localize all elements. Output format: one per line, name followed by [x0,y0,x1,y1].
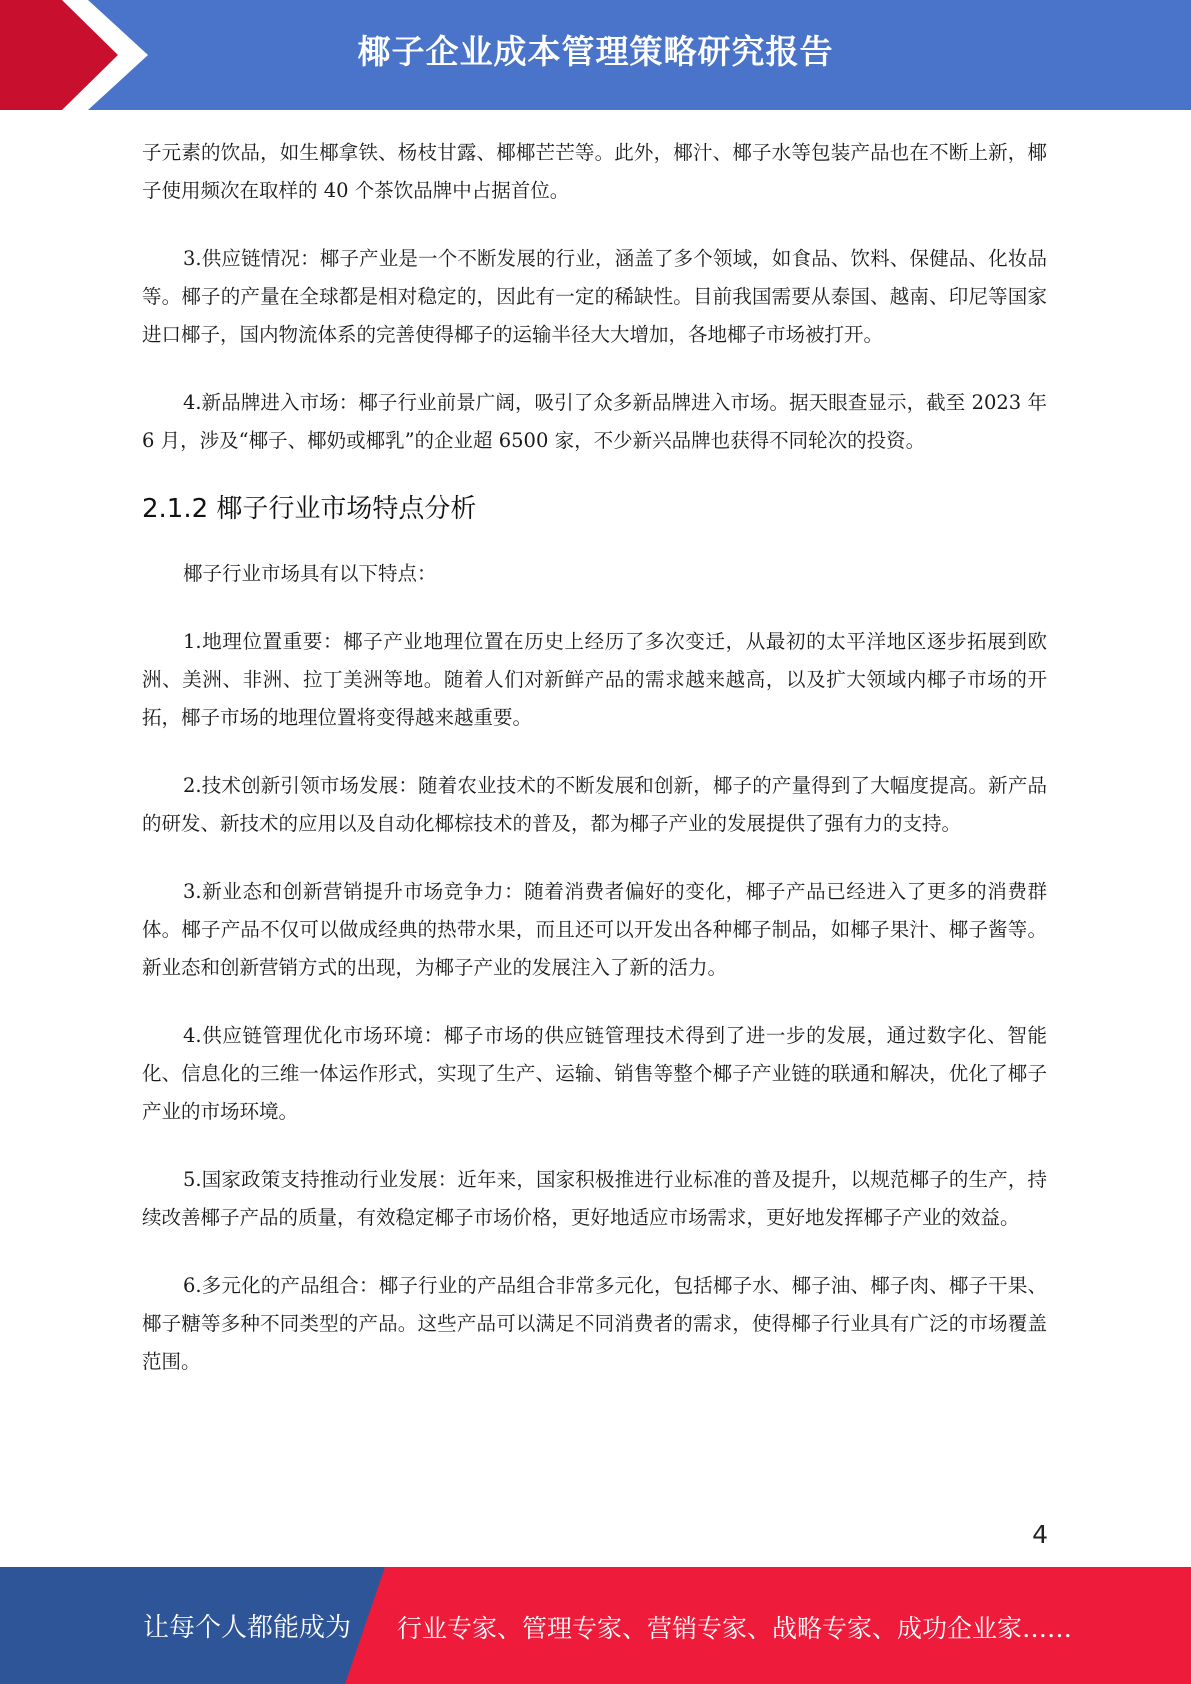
document-title: 椰子企业成本管理策略研究报告 [357,32,834,71]
paragraph-feature-4: 4.供应链管理优化市场环境：椰子市场的供应链管理技术得到了进一步的发展，通过数字化、智能化、信息化的三维一体运作形式，实现了生产、运输、销售等整个椰子产业链的联通和解决，优化了椰子产业的市场环境。 [142,1024,1047,1123]
footer-slogan-right: 行业专家、管理专家、营销专家、战略专家、成功企业家…… [397,1614,1073,1643]
footer-banner [0,1567,1191,1684]
header-banner [0,0,1191,110]
paragraph-feature-1: 1.地理位置重要：椰子产业地理位置在历史上经历了多次变迁，从最初的太平洋地区逐步拓展到欧洲、美洲、非洲、拉丁美洲等地。随着人们对新鲜产品的需求越来越高，以及扩大领域内椰子市场的开拓，椰子市场的地理位置将变得越来越重要。 [142,630,1047,729]
paragraph-feature-5: 5.国家政策支持推动行业发展：近年来，国家积极推进行业标准的普及提升，以规范椰子的生产，持续改善椰子产品的质量，有效稳定椰子市场价格，更好地适应市场需求，更好地发挥椰子产业的效益。 [142,1168,1047,1229]
paragraph-feature-2: 2.技术创新引领市场发展：随着农业技术的不断发展和创新，椰子的产量得到了大幅度提高。新产品的研发、新技术的应用以及自动化椰棕技术的普及，都为椰子产业的发展提供了强有力的支持。 [142,774,1047,835]
paragraph-lead: 椰子行业市场具有以下特点： [183,562,437,585]
paragraph-new-brands: 4.新品牌进入市场：椰子行业前景广阔，吸引了众多新品牌进入市场。据天眼查显示，截至 2023 年 6 月，涉及“椰子、椰奶或椰乳”的企业超 6500 家，不少新兴品牌也获得不同轮次的投资。 [142,391,1047,452]
paragraph-feature-6: 6.多元化的产品组合：椰子行业的产品组合非常多元化，包括椰子水、椰子油、椰子肉、椰子干果、椰子糖等多种不同类型的产品。这些产品可以满足不同消费者的需求，使得椰子行业具有广泛的市场覆盖范围。 [142,1274,1047,1373]
document-body [142,134,1047,1381]
paragraph-supply-chain: 3.供应链情况：椰子产业是一个不断发展的行业，涵盖了多个领域，如食品、饮料、保健品、化妆品等。椰子的产量在全球都是相对稳定的，因此有一定的稀缺性。目前我国需要从泰国、越南、印尼等国家进口椰子，国内物流体系的完善使得椰子的运输半径大大增加，各地椰子市场被打开。 [142,247,1047,346]
paragraph-feature-3: 3.新业态和创新营销提升市场竞争力：随着消费者偏好的变化，椰子产品已经进入了更多的消费群体。椰子产品不仅可以做成经典的热带水果，而且还可以开发出各种椰子制品，如椰子果汁、椰子酱等。新业态和创新营销方式的出现，为椰子产业的发展注入了新的活力。 [142,880,1047,979]
paragraph-intro: 子元素的饮品，如生椰拿铁、杨枝甘露、椰椰芒芒等。此外，椰汁、椰子水等包装产品也在不断上新，椰子使用频次在取样的 40 个茶饮品牌中占据首位。 [142,141,1047,202]
footer-slogan-left: 让每个人都能成为 [143,1613,352,1643]
page-number: 4 [1032,1520,1048,1549]
section-heading: 2.1.2 椰子行业市场特点分析 [142,494,477,524]
